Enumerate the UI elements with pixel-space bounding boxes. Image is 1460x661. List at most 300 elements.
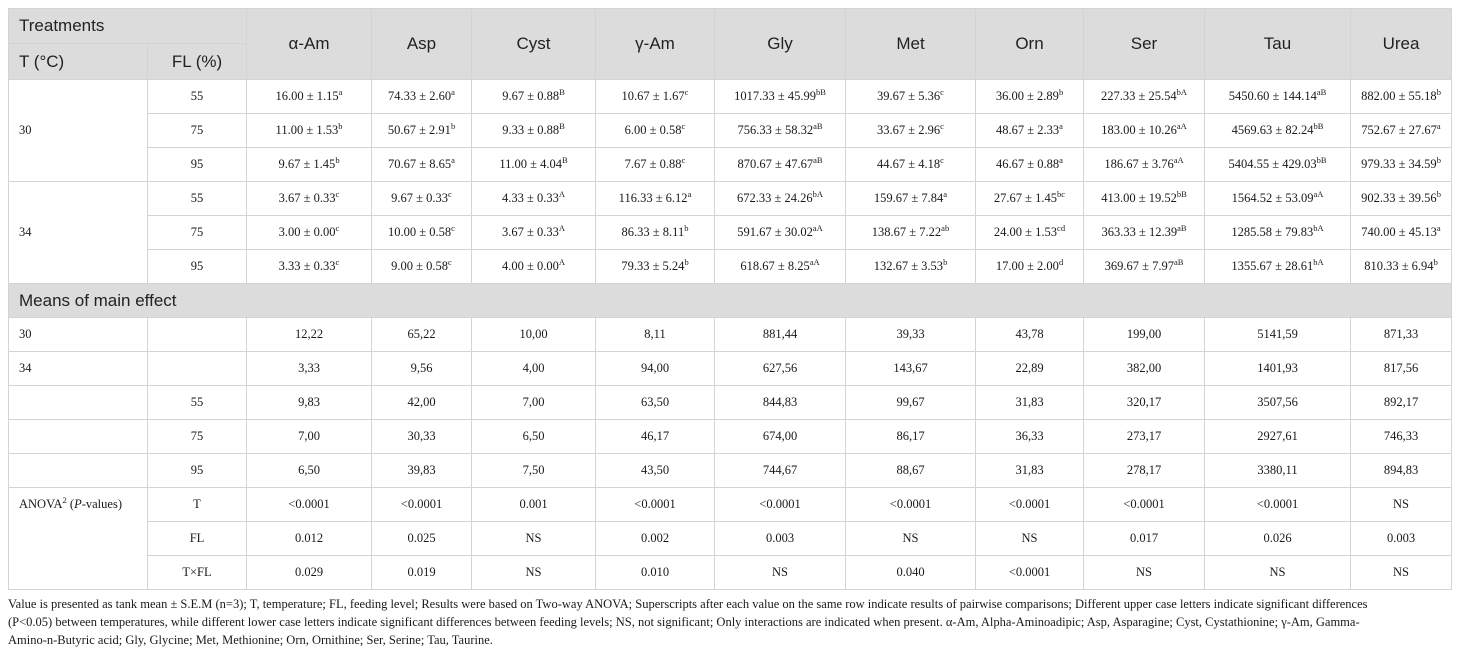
value-cell bbox=[976, 216, 1084, 250]
feeding-level-cell: 55 bbox=[148, 182, 247, 216]
significance-superscript: a bbox=[687, 188, 692, 199]
value-cell bbox=[1205, 182, 1351, 216]
col-header: Orn bbox=[976, 9, 1084, 80]
mean-cell: 199,00 bbox=[1084, 318, 1205, 352]
mean-cell: 881,44 bbox=[715, 318, 846, 352]
value-cell bbox=[1084, 114, 1205, 148]
significance-superscript: aA bbox=[1313, 188, 1324, 199]
mean-sem-value: 183.00 ± 10.26 bbox=[1101, 123, 1177, 137]
significance-superscript: c bbox=[448, 256, 452, 267]
mean-cell: 6,50 bbox=[472, 420, 596, 454]
significance-superscript: aB bbox=[1316, 86, 1327, 97]
value-cell bbox=[846, 148, 976, 182]
mean-cell: 871,33 bbox=[1351, 318, 1452, 352]
value-cell bbox=[715, 182, 846, 216]
mean-cell: 9,83 bbox=[247, 386, 372, 420]
mean-cell: 894,83 bbox=[1351, 454, 1452, 488]
mean-cell: 744,67 bbox=[715, 454, 846, 488]
footnote-line: Amino-n-Butyric acid; Gly, Glycine; Met, Methionine; Orn, Ornithine; Ser, Serine; Tau, Taurine. bbox=[8, 633, 493, 647]
mean-sem-value: 50.67 ± 2.91 bbox=[387, 123, 451, 137]
mean-sem-value: 33.67 ± 2.96 bbox=[877, 123, 941, 137]
col-header: γ-Am bbox=[596, 9, 715, 80]
mean-sem-value: 413.00 ± 19.52 bbox=[1101, 191, 1177, 205]
anova-factor-cell: T bbox=[148, 488, 247, 522]
value-cell bbox=[1351, 250, 1452, 284]
mean-sem-value: 979.33 ± 34.59 bbox=[1361, 157, 1437, 171]
significance-superscript: a bbox=[1059, 154, 1063, 165]
p-value-cell: NS bbox=[1351, 556, 1452, 590]
mean-sem-value: 4.00 ± 0.00 bbox=[501, 259, 559, 273]
p-value-cell: 0.040 bbox=[846, 556, 976, 590]
mean-cell: 43,78 bbox=[976, 318, 1084, 352]
table-row bbox=[9, 182, 1452, 216]
mean-sem-value: 5404.55 ± 429.03 bbox=[1228, 157, 1317, 171]
mean-sem-value: 79.33 ± 5.24 bbox=[621, 259, 685, 273]
mean-cell: 8,11 bbox=[596, 318, 715, 352]
value-cell bbox=[472, 250, 596, 284]
mean-cell: 7,50 bbox=[472, 454, 596, 488]
mean-sem-value: 36.00 ± 2.89 bbox=[995, 89, 1059, 103]
value-cell bbox=[247, 148, 372, 182]
significance-superscript: a bbox=[338, 86, 343, 97]
significance-superscript: aB bbox=[813, 154, 823, 165]
table-row bbox=[9, 114, 1452, 148]
significance-superscript: B bbox=[561, 154, 568, 165]
significance-superscript: aB bbox=[813, 120, 823, 131]
footnote-line: Value is presented as tank mean ± S.E.M (n=3); T, temperature; FL, feeding level; Results were based on Two-way ANOVA; Superscripts after each value on the same row indicate results of pairwise comparisons; Different upper case letters indicate significant differences bbox=[8, 597, 1368, 611]
value-cell bbox=[247, 80, 372, 114]
temperature-cell: 34 bbox=[9, 182, 148, 284]
significance-superscript: bB bbox=[815, 86, 826, 97]
significance-superscript: c bbox=[335, 188, 340, 199]
value-cell bbox=[1084, 80, 1205, 114]
significance-superscript: c bbox=[940, 154, 944, 165]
p-value-cell: 0.003 bbox=[1351, 522, 1452, 556]
mean-sem-value: 116.33 ± 6.12 bbox=[618, 191, 688, 205]
mean-cell: 30,33 bbox=[372, 420, 472, 454]
mean-cell: 6,50 bbox=[247, 454, 372, 488]
significance-superscript: B bbox=[559, 86, 565, 97]
significance-superscript: b bbox=[450, 120, 456, 131]
value-cell bbox=[372, 182, 472, 216]
table-row bbox=[9, 488, 1452, 522]
table-row bbox=[9, 556, 1452, 590]
value-cell bbox=[1351, 80, 1452, 114]
table-row bbox=[9, 420, 1452, 454]
mean-cell: 39,83 bbox=[372, 454, 472, 488]
mean-sem-value: 4569.63 ± 82.24 bbox=[1231, 123, 1314, 137]
significance-superscript: b bbox=[684, 256, 689, 267]
mean-cell: 746,33 bbox=[1351, 420, 1452, 454]
mean-cell: 9,56 bbox=[372, 352, 472, 386]
fl-header: FL (%) bbox=[148, 44, 247, 80]
mean-sem-value: 17.00 ± 2.00 bbox=[995, 259, 1059, 273]
section-header-row bbox=[9, 284, 1452, 318]
mean-sem-value: 227.33 ± 25.54 bbox=[1100, 89, 1177, 103]
mean-cell: 94,00 bbox=[596, 352, 715, 386]
mean-sem-value: 756.33 ± 58.32 bbox=[737, 123, 814, 137]
value-cell bbox=[1351, 182, 1452, 216]
value-cell bbox=[976, 80, 1084, 114]
mean-cell: 39,33 bbox=[846, 318, 976, 352]
value-cell bbox=[1205, 114, 1351, 148]
mean-cell: 10,00 bbox=[472, 318, 596, 352]
mean-cell: 143,67 bbox=[846, 352, 976, 386]
significance-superscript: b bbox=[1436, 188, 1441, 199]
p-value-cell: NS bbox=[472, 522, 596, 556]
value-cell bbox=[596, 250, 715, 284]
significance-superscript: A bbox=[558, 222, 565, 233]
significance-superscript: bB bbox=[1176, 188, 1187, 199]
mean-sem-value: 132.67 ± 3.53 bbox=[873, 259, 944, 273]
p-value-cell: 0.012 bbox=[247, 522, 372, 556]
table-row bbox=[9, 250, 1452, 284]
temperature-cell: 34 bbox=[9, 352, 148, 386]
significance-superscript: c bbox=[448, 188, 452, 199]
significance-superscript: B bbox=[559, 120, 565, 131]
value-cell bbox=[596, 216, 715, 250]
mean-cell: 2927,61 bbox=[1205, 420, 1351, 454]
value-cell bbox=[372, 80, 472, 114]
value-cell bbox=[596, 80, 715, 114]
value-cell bbox=[715, 148, 846, 182]
amino-acid-table bbox=[8, 8, 1452, 590]
mean-sem-value: 1017.33 ± 45.99 bbox=[734, 89, 816, 103]
p-value-cell: 0.029 bbox=[247, 556, 372, 590]
p-value-cell: <0.0001 bbox=[846, 488, 976, 522]
significance-superscript: c bbox=[684, 86, 689, 97]
mean-sem-value: 672.33 ± 24.26 bbox=[736, 191, 813, 205]
mean-cell: 3,33 bbox=[247, 352, 372, 386]
significance-superscript: bA bbox=[812, 188, 823, 199]
mean-sem-value: 10.67 ± 1.67 bbox=[621, 89, 685, 103]
p-value-cell: <0.0001 bbox=[372, 488, 472, 522]
mean-cell: 674,00 bbox=[715, 420, 846, 454]
p-value-cell: 0.026 bbox=[1205, 522, 1351, 556]
mean-sem-value: 9.67 ± 0.88 bbox=[502, 89, 560, 103]
p-value-cell: 0.003 bbox=[715, 522, 846, 556]
significance-superscript: A bbox=[558, 256, 565, 267]
significance-superscript: aA bbox=[809, 256, 820, 267]
mean-sem-value: 11.00 ± 4.04 bbox=[499, 157, 562, 171]
value-cell bbox=[1084, 250, 1205, 284]
mean-sem-value: 5450.60 ± 144.14 bbox=[1228, 89, 1317, 103]
mean-sem-value: 9.67 ± 1.45 bbox=[278, 157, 336, 171]
value-cell bbox=[372, 114, 472, 148]
anova-label-prefix: ANOVA bbox=[19, 497, 63, 511]
value-cell bbox=[472, 80, 596, 114]
table-row bbox=[9, 386, 1452, 420]
p-value-cell: NS bbox=[1205, 556, 1351, 590]
feeding-level-cell: 55 bbox=[148, 80, 247, 114]
p-value-cell: <0.0001 bbox=[1205, 488, 1351, 522]
significance-superscript: bA bbox=[1313, 222, 1324, 233]
mean-sem-value: 6.00 ± 0.58 bbox=[624, 123, 682, 137]
value-cell bbox=[247, 182, 372, 216]
mean-sem-value: 27.67 ± 1.45 bbox=[993, 191, 1058, 205]
p-value-cell: NS bbox=[715, 556, 846, 590]
significance-superscript: a bbox=[1059, 120, 1063, 131]
mean-cell: 43,50 bbox=[596, 454, 715, 488]
mean-sem-value: 138.67 ± 7.22 bbox=[871, 225, 942, 239]
value-cell bbox=[846, 80, 976, 114]
anova-label-italic: P bbox=[74, 497, 82, 511]
significance-superscript: bB bbox=[1316, 154, 1327, 165]
footnote-line: (P<0.05) between temperatures, while different lower case letters indicate significant differences between feeding levels; NS, not significant; Only interactions are indicated when present. α-Am, Alpha-Aminoadipic; Asp, Asparagine; Cyst, Cystathionine; γ-Am, Gamma- bbox=[8, 615, 1360, 629]
significance-superscript: c bbox=[940, 86, 944, 97]
significance-superscript: a bbox=[1436, 222, 1441, 233]
p-value-cell: <0.0001 bbox=[1084, 488, 1205, 522]
mean-sem-value: 9.00 ± 0.58 bbox=[391, 259, 449, 273]
mean-sem-value: 591.67 ± 30.02 bbox=[737, 225, 813, 239]
mean-sem-value: 740.00 ± 45.13 bbox=[1361, 225, 1437, 239]
significance-superscript: b bbox=[1436, 86, 1441, 97]
significance-superscript: b bbox=[338, 120, 343, 131]
value-cell bbox=[372, 148, 472, 182]
feeding-level-cell bbox=[148, 318, 247, 352]
p-value-cell: 0.017 bbox=[1084, 522, 1205, 556]
value-cell bbox=[372, 216, 472, 250]
value-cell bbox=[1084, 182, 1205, 216]
table-row bbox=[9, 352, 1452, 386]
p-value-cell: NS bbox=[1351, 488, 1452, 522]
anova-label-open: ( bbox=[66, 497, 75, 511]
significance-superscript: a bbox=[451, 86, 455, 97]
anova-factor-cell: FL bbox=[148, 522, 247, 556]
significance-superscript: aA bbox=[812, 222, 823, 233]
mean-sem-value: 9.33 ± 0.88 bbox=[502, 123, 560, 137]
anova-label-sup: 2 bbox=[62, 494, 67, 505]
value-cell bbox=[472, 114, 596, 148]
mean-sem-value: 9.67 ± 0.33 bbox=[391, 191, 449, 205]
value-cell bbox=[472, 148, 596, 182]
table-row bbox=[9, 454, 1452, 488]
value-cell bbox=[976, 182, 1084, 216]
mean-cell: 7,00 bbox=[247, 420, 372, 454]
col-header: Cyst bbox=[472, 9, 596, 80]
mean-cell: 1401,93 bbox=[1205, 352, 1351, 386]
significance-superscript: b bbox=[335, 154, 340, 165]
significance-superscript: a bbox=[1436, 120, 1441, 131]
mean-sem-value: 369.67 ± 7.97 bbox=[1104, 259, 1174, 273]
value-cell bbox=[1205, 80, 1351, 114]
temperature-cell bbox=[9, 386, 148, 420]
col-header: α-Am bbox=[247, 9, 372, 80]
mean-sem-value: 810.33 ± 6.94 bbox=[1364, 259, 1434, 273]
p-value-cell: NS bbox=[976, 522, 1084, 556]
mean-cell: 99,67 bbox=[846, 386, 976, 420]
mean-cell: 278,17 bbox=[1084, 454, 1205, 488]
temperature-cell: 30 bbox=[9, 318, 148, 352]
table-body bbox=[9, 80, 1452, 590]
mean-sem-value: 39.67 ± 5.36 bbox=[877, 89, 941, 103]
value-cell bbox=[1084, 216, 1205, 250]
mean-cell: 382,00 bbox=[1084, 352, 1205, 386]
mean-sem-value: 1355.67 ± 28.61 bbox=[1231, 259, 1314, 273]
significance-superscript: c bbox=[335, 256, 340, 267]
feeding-level-cell: 75 bbox=[148, 420, 247, 454]
significance-superscript: aB bbox=[1177, 222, 1187, 233]
significance-superscript: bc bbox=[1057, 188, 1066, 199]
value-cell bbox=[715, 216, 846, 250]
value-cell bbox=[596, 114, 715, 148]
value-cell bbox=[247, 250, 372, 284]
p-value-cell: <0.0001 bbox=[715, 488, 846, 522]
temperature-cell bbox=[9, 420, 148, 454]
mean-cell: 46,17 bbox=[596, 420, 715, 454]
mean-sem-value: 4.33 ± 0.33 bbox=[501, 191, 559, 205]
mean-cell: 63,50 bbox=[596, 386, 715, 420]
p-value-cell: NS bbox=[1084, 556, 1205, 590]
significance-superscript: c bbox=[681, 120, 686, 131]
mean-sem-value: 618.67 ± 8.25 bbox=[740, 259, 810, 273]
mean-cell: 892,17 bbox=[1351, 386, 1452, 420]
mean-cell: 320,17 bbox=[1084, 386, 1205, 420]
mean-cell: 42,00 bbox=[372, 386, 472, 420]
value-cell bbox=[1351, 114, 1452, 148]
mean-sem-value: 7.67 ± 0.88 bbox=[624, 157, 682, 171]
value-cell bbox=[846, 216, 976, 250]
table-row bbox=[9, 216, 1452, 250]
value-cell bbox=[846, 182, 976, 216]
significance-superscript: a bbox=[451, 154, 455, 165]
value-cell bbox=[976, 114, 1084, 148]
col-header: Met bbox=[846, 9, 976, 80]
p-value-cell: <0.0001 bbox=[596, 488, 715, 522]
mean-cell: 31,83 bbox=[976, 454, 1084, 488]
mean-cell: 3380,11 bbox=[1205, 454, 1351, 488]
significance-superscript: b bbox=[684, 222, 689, 233]
t-header: T (°C) bbox=[9, 44, 148, 80]
feeding-level-cell: 95 bbox=[148, 454, 247, 488]
col-header: Asp bbox=[372, 9, 472, 80]
mean-cell: 3507,56 bbox=[1205, 386, 1351, 420]
value-cell bbox=[247, 114, 372, 148]
significance-superscript: bA bbox=[1176, 86, 1187, 97]
anova-factor-cell: T×FL bbox=[148, 556, 247, 590]
mean-sem-value: 10.00 ± 0.58 bbox=[388, 225, 452, 239]
mean-cell: 88,67 bbox=[846, 454, 976, 488]
feeding-level-cell: 55 bbox=[148, 386, 247, 420]
feeding-level-cell: 75 bbox=[148, 114, 247, 148]
significance-superscript: b bbox=[1433, 256, 1438, 267]
temperature-cell bbox=[9, 454, 148, 488]
significance-superscript: bB bbox=[1313, 120, 1324, 131]
value-cell bbox=[715, 80, 846, 114]
value-cell bbox=[1205, 148, 1351, 182]
col-header: Tau bbox=[1205, 9, 1351, 80]
significance-superscript: b bbox=[1058, 86, 1064, 97]
treatments-header: Treatments bbox=[9, 9, 247, 44]
value-cell bbox=[715, 250, 846, 284]
p-value-cell: 0.001 bbox=[472, 488, 596, 522]
mean-sem-value: 186.67 ± 3.76 bbox=[1104, 157, 1174, 171]
table-row bbox=[9, 80, 1452, 114]
col-header: Urea bbox=[1351, 9, 1452, 80]
mean-cell: 627,56 bbox=[715, 352, 846, 386]
value-cell bbox=[715, 114, 846, 148]
significance-superscript: aA bbox=[1176, 120, 1187, 131]
mean-cell: 12,22 bbox=[247, 318, 372, 352]
main-effect-title: Means of main effect bbox=[9, 284, 1452, 318]
value-cell bbox=[976, 148, 1084, 182]
mean-sem-value: 159.67 ± 7.84 bbox=[873, 191, 944, 205]
col-header: Ser bbox=[1084, 9, 1205, 80]
mean-sem-value: 363.33 ± 12.39 bbox=[1101, 225, 1178, 239]
mean-sem-value: 902.33 ± 39.56 bbox=[1361, 191, 1437, 205]
p-value-cell: NS bbox=[472, 556, 596, 590]
significance-superscript: d bbox=[1058, 256, 1064, 267]
p-value-cell: <0.0001 bbox=[976, 488, 1084, 522]
value-cell bbox=[1351, 216, 1452, 250]
mean-cell: 65,22 bbox=[372, 318, 472, 352]
significance-superscript: aB bbox=[1173, 256, 1184, 267]
significance-superscript: c bbox=[940, 120, 944, 131]
value-cell bbox=[1351, 148, 1452, 182]
p-value-cell: <0.0001 bbox=[247, 488, 372, 522]
mean-sem-value: 70.67 ± 8.65 bbox=[388, 157, 452, 171]
p-value-cell: 0.010 bbox=[596, 556, 715, 590]
temperature-cell: 30 bbox=[9, 80, 148, 182]
mean-sem-value: 3.67 ± 0.33 bbox=[278, 191, 336, 205]
significance-superscript: c bbox=[451, 222, 455, 233]
mean-cell: 273,17 bbox=[1084, 420, 1205, 454]
value-cell bbox=[372, 250, 472, 284]
anova-label-suffix: -values) bbox=[81, 497, 122, 511]
mean-sem-value: 74.33 ± 2.60 bbox=[388, 89, 452, 103]
significance-superscript: aA bbox=[1173, 154, 1184, 165]
mean-sem-value: 3.00 ± 0.00 bbox=[278, 225, 336, 239]
mean-cell: 844,83 bbox=[715, 386, 846, 420]
value-cell bbox=[596, 148, 715, 182]
mean-sem-value: 16.00 ± 1.15 bbox=[275, 89, 339, 103]
mean-cell: 4,00 bbox=[472, 352, 596, 386]
mean-cell: 36,33 bbox=[976, 420, 1084, 454]
mean-sem-value: 46.67 ± 0.88 bbox=[996, 157, 1060, 171]
mean-sem-value: 752.67 ± 27.67 bbox=[1361, 123, 1437, 137]
mean-cell: 86,17 bbox=[846, 420, 976, 454]
table-container bbox=[8, 8, 1451, 649]
mean-sem-value: 24.00 ± 1.53 bbox=[993, 225, 1058, 239]
anova-label bbox=[9, 488, 148, 590]
p-value-cell: <0.0001 bbox=[976, 556, 1084, 590]
table-row bbox=[9, 148, 1452, 182]
p-value-cell: 0.025 bbox=[372, 522, 472, 556]
significance-superscript: b bbox=[1436, 154, 1441, 165]
feeding-level-cell bbox=[148, 352, 247, 386]
col-header: Gly bbox=[715, 9, 846, 80]
mean-cell: 817,56 bbox=[1351, 352, 1452, 386]
p-value-cell: 0.019 bbox=[372, 556, 472, 590]
value-cell bbox=[846, 114, 976, 148]
mean-sem-value: 11.00 ± 1.53 bbox=[275, 123, 339, 137]
value-cell bbox=[596, 182, 715, 216]
p-value-cell: NS bbox=[846, 522, 976, 556]
significance-superscript: c bbox=[681, 154, 686, 165]
table-footnote bbox=[8, 595, 1448, 649]
value-cell bbox=[1205, 250, 1351, 284]
feeding-level-cell: 95 bbox=[148, 148, 247, 182]
mean-sem-value: 870.67 ± 47.67 bbox=[737, 157, 814, 171]
significance-superscript: bA bbox=[1313, 256, 1324, 267]
value-cell bbox=[472, 216, 596, 250]
mean-cell: 7,00 bbox=[472, 386, 596, 420]
feeding-level-cell: 75 bbox=[148, 216, 247, 250]
mean-sem-value: 1285.58 ± 79.83 bbox=[1231, 225, 1314, 239]
significance-superscript: a bbox=[943, 188, 948, 199]
mean-sem-value: 1564.52 ± 53.09 bbox=[1231, 191, 1314, 205]
mean-sem-value: 86.33 ± 8.11 bbox=[621, 225, 685, 239]
